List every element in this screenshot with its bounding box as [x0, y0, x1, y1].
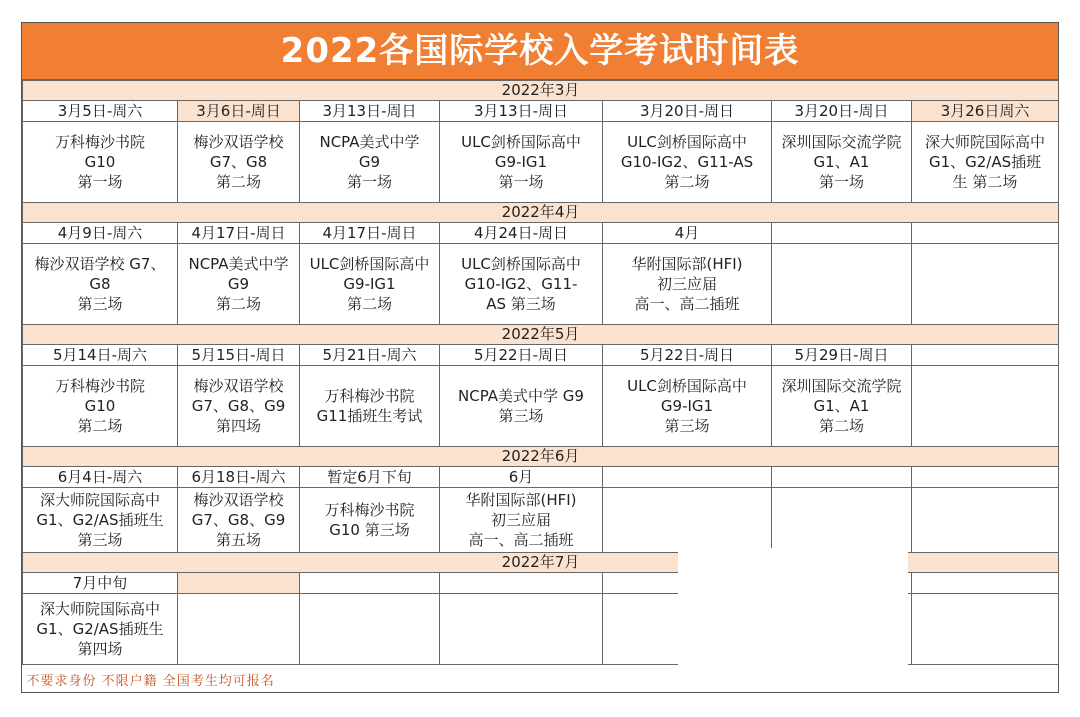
footnote-cell — [23, 665, 1059, 694]
school-cell — [603, 488, 772, 553]
school-cell-line: 第一场 — [346, 173, 392, 191]
school-cell-line: G8 — [89, 275, 111, 293]
month-label: 2022年3月 — [23, 81, 1059, 101]
school-cell-line: G9 — [358, 153, 381, 171]
school-cell-line: 华附国际部(HFI) — [631, 255, 743, 273]
date-cell: 6月 — [440, 467, 603, 488]
date-cell: 5月22日-周日 — [440, 345, 603, 366]
school-cell-line: G9-IG1 — [660, 397, 714, 415]
school-cell — [23, 244, 178, 325]
school-cell — [300, 244, 440, 325]
school-cell-line: G10-IG2、G11- — [464, 275, 578, 293]
date-cell: 5月14日-周六 — [23, 345, 178, 366]
school-cell-line: 梅沙双语学校 G7、 — [34, 255, 166, 273]
date-cell — [912, 223, 1059, 244]
school-cell-line: 第四场 — [77, 640, 123, 658]
school-cell-line: 第一场 — [498, 173, 544, 191]
date-cell — [440, 573, 603, 594]
date-row-april — [23, 223, 1059, 244]
month-band-april — [23, 203, 1059, 223]
date-cell — [603, 467, 772, 488]
school-cell-line: G10 第三场 — [329, 521, 410, 539]
school-cell-line: ULC剑桥国际高中 — [309, 255, 430, 273]
school-cell-line: 第二场 — [346, 295, 392, 313]
date-cell — [912, 345, 1059, 366]
date-cell: 6月4日-周六 — [23, 467, 178, 488]
school-cell — [23, 594, 178, 665]
date-cell: 4月 — [603, 223, 772, 244]
school-cell-line: NCPA美式中学 — [188, 255, 289, 273]
school-cell — [912, 366, 1059, 447]
school-cell — [603, 366, 772, 447]
school-cell — [440, 488, 603, 553]
date-cell — [772, 223, 912, 244]
month-label: 2022年4月 — [23, 203, 1059, 223]
school-cell-line: 第三场 — [664, 417, 710, 435]
school-cell-line: G1、G2/AS插班生 — [36, 620, 164, 638]
school-cell-line: 万科梅沙书院 — [54, 377, 145, 395]
school-cell-line: 深大师院国际高中 — [925, 133, 1046, 151]
school-cell-line: 华附国际部(HFI) — [465, 491, 577, 509]
school-row-march — [23, 122, 1059, 203]
school-cell-line: 梅沙双语学校 — [193, 133, 284, 151]
school-cell-line: G7、G8、G9 — [191, 511, 286, 529]
date-cell: 3月20日-周日 — [603, 101, 772, 122]
school-cell-line: 第二场 — [818, 417, 864, 435]
school-cell-line: G11插班生考试 — [316, 407, 423, 425]
school-cell — [23, 488, 178, 553]
footnote: 不要求身份 不限户籍 全国考生均可报名 — [26, 673, 275, 689]
date-row-june — [23, 467, 1059, 488]
school-cell-line: 深大师院国际高中 — [39, 600, 160, 618]
school-cell — [603, 244, 772, 325]
date-cell — [772, 467, 912, 488]
page-title: 2022各国际学校入学考试时间表 — [22, 23, 1058, 80]
school-cell — [300, 594, 440, 665]
month-label: 2022年5月 — [23, 325, 1059, 345]
school-cell — [912, 122, 1059, 203]
school-cell-line: 第二场 — [77, 417, 123, 435]
date-cell — [300, 573, 440, 594]
school-cell — [440, 366, 603, 447]
school-cell-line: 深大师院国际高中 — [39, 491, 160, 509]
school-cell-line: 第三场 — [498, 407, 544, 425]
date-cell: 5月22日-周日 — [603, 345, 772, 366]
school-row-may — [23, 366, 1059, 447]
school-cell — [440, 244, 603, 325]
school-cell-line: ULC剑桥国际高中 — [461, 133, 581, 151]
school-cell-line: 初三应届 — [656, 275, 717, 293]
school-cell-line: G1、A1 — [813, 397, 870, 415]
date-row-may — [23, 345, 1059, 366]
school-cell-line: 第二场 — [664, 173, 710, 191]
school-cell — [23, 366, 178, 447]
school-cell — [912, 488, 1059, 553]
school-cell-line: G7、G8、G9 — [191, 397, 286, 415]
school-cell — [300, 488, 440, 553]
school-cell — [772, 366, 912, 447]
school-cell — [178, 594, 300, 665]
school-cell-line: 万科梅沙书院 — [54, 133, 145, 151]
date-cell: 3月5日-周六 — [23, 101, 178, 122]
date-cell — [912, 467, 1059, 488]
school-cell — [603, 122, 772, 203]
school-cell-line: NCPA美式中学 G9 — [458, 387, 584, 405]
school-cell-line: 第一场 — [818, 173, 864, 191]
date-cell: 5月21日-周六 — [300, 345, 440, 366]
school-cell-line: G9-IG1 — [494, 153, 548, 171]
date-cell: 5月15日-周日 — [178, 345, 300, 366]
blank-patch — [678, 548, 908, 666]
school-cell-line: 深圳国际交流学院 — [781, 133, 902, 151]
school-cell — [440, 594, 603, 665]
school-cell-line: NCPA美式中学 — [319, 133, 420, 151]
date-cell: 3月13日-周日 — [440, 101, 603, 122]
date-cell: 4月24日-周日 — [440, 223, 603, 244]
school-cell-line: 梅沙双语学校 — [193, 491, 284, 509]
school-cell-line: 第一场 — [77, 173, 123, 191]
school-cell-line: G10 — [84, 397, 116, 415]
school-cell-line: G1、A1 — [813, 153, 870, 171]
date-cell: 3月13日-周日 — [300, 101, 440, 122]
date-cell: 3月26日周六 — [912, 101, 1059, 122]
school-cell-line: 万科梅沙书院 — [324, 387, 415, 405]
school-cell-line: G10-IG2、G11-AS — [620, 153, 754, 171]
school-cell — [912, 244, 1059, 325]
school-cell-line: 深圳国际交流学院 — [781, 377, 902, 395]
date-row-march — [23, 101, 1059, 122]
school-cell — [300, 366, 440, 447]
school-cell — [772, 488, 912, 553]
school-cell — [23, 122, 178, 203]
school-cell — [772, 122, 912, 203]
date-cell: 7月中旬 — [23, 573, 178, 594]
school-cell-line: ULC剑桥国际高中 — [461, 255, 581, 273]
date-cell: 5月29日-周日 — [772, 345, 912, 366]
school-cell-line: ULC剑桥国际高中 — [627, 133, 747, 151]
school-cell-line: 第五场 — [215, 531, 261, 549]
school-cell-line: 梅沙双语学校 — [193, 377, 284, 395]
month-band-june — [23, 447, 1059, 467]
school-cell — [178, 488, 300, 553]
school-cell-line: 第二场 — [215, 173, 261, 191]
month-label: 2022年7月 — [23, 553, 1059, 573]
school-cell-line: AS 第三场 — [486, 295, 556, 313]
school-cell-line: G9 — [227, 275, 250, 293]
school-cell — [772, 244, 912, 325]
school-cell-line: 第三场 — [77, 295, 123, 313]
school-cell-line: 高一、高二插班 — [634, 295, 740, 313]
school-cell — [440, 122, 603, 203]
date-cell: 4月17日-周日 — [178, 223, 300, 244]
school-cell-line: G9-IG1 — [343, 275, 396, 293]
school-cell-line: G10 — [84, 153, 116, 171]
school-cell-line: 第四场 — [215, 417, 261, 435]
school-cell-line: ULC剑桥国际高中 — [627, 377, 747, 395]
date-cell — [912, 573, 1059, 594]
school-row-april — [23, 244, 1059, 325]
school-cell-line: G7、G8 — [209, 153, 268, 171]
school-cell-line: 生 第二场 — [952, 173, 1018, 191]
school-cell — [178, 122, 300, 203]
school-cell-line: 初三应届 — [490, 511, 551, 529]
school-cell-line: G1、G2/AS插班 — [928, 153, 1042, 171]
school-cell — [178, 244, 300, 325]
date-cell: 6月18日-周六 — [178, 467, 300, 488]
school-row-june — [23, 488, 1059, 553]
school-cell — [178, 366, 300, 447]
month-label: 2022年6月 — [23, 447, 1059, 467]
date-cell: 4月17日-周日 — [300, 223, 440, 244]
date-cell — [178, 573, 300, 594]
month-band-may — [23, 325, 1059, 345]
school-cell-line: 高一、高二插班 — [468, 531, 574, 549]
school-cell-line: 第二场 — [215, 295, 261, 313]
school-cell-line: 万科梅沙书院 — [324, 501, 415, 519]
school-cell — [300, 122, 440, 203]
school-cell-line: G1、G2/AS插班生 — [36, 511, 164, 529]
date-cell: 3月6日-周日 — [178, 101, 300, 122]
school-cell-line: 第三场 — [77, 531, 123, 549]
date-cell: 3月20日-周日 — [772, 101, 912, 122]
school-cell — [912, 594, 1059, 665]
date-cell: 4月9日-周六 — [23, 223, 178, 244]
month-band-march — [23, 81, 1059, 101]
date-cell: 暂定6月下旬 — [300, 467, 440, 488]
